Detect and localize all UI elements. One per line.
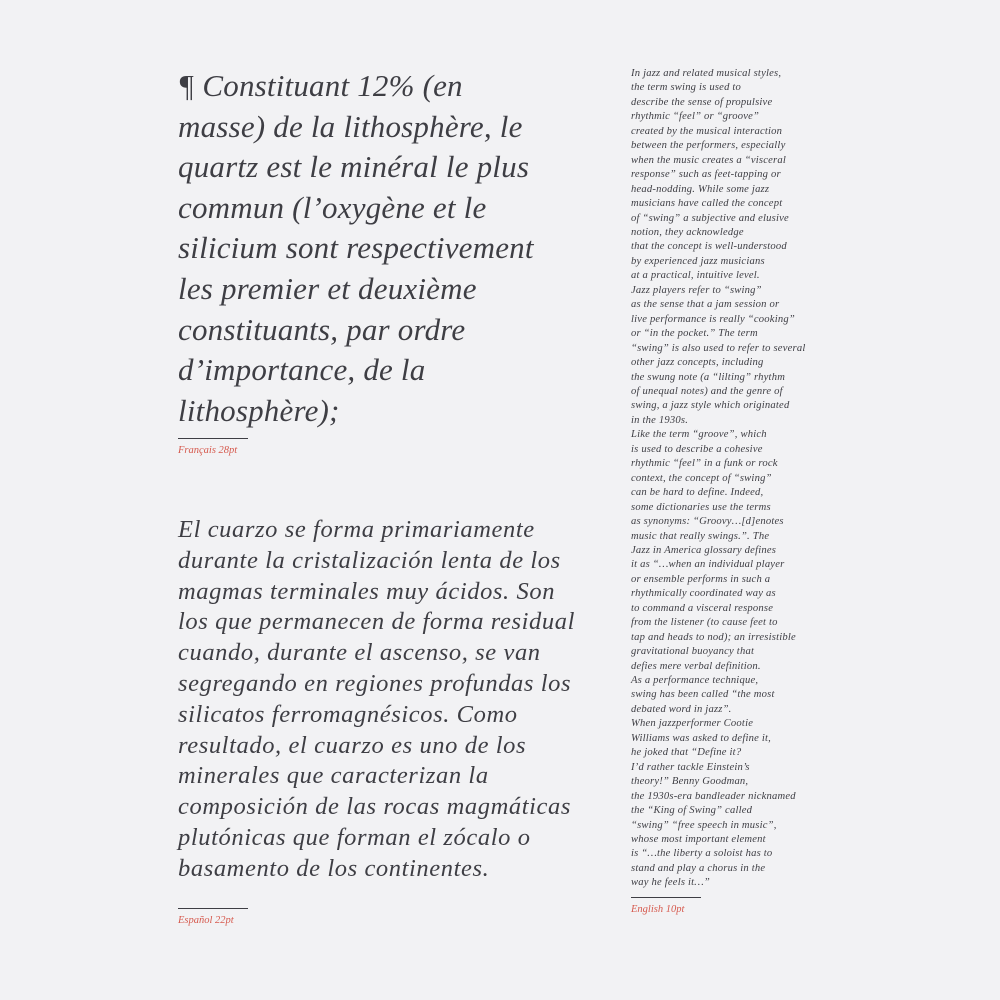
text-line: context, the concept of “swing” [631, 472, 772, 484]
text-line: from the listener (to cause feet to [631, 617, 778, 629]
text-line: defies mere verbal definition. [631, 660, 761, 672]
text-line: at a practical, intuitive level. [631, 270, 760, 282]
text-line: the 1930s-era bandleader nicknamed [631, 790, 796, 802]
text-line: between the performers, especially [631, 140, 786, 152]
text-line: musicians have called the concept [631, 198, 783, 210]
text-line: of unequal notes) and the genre of [631, 385, 783, 397]
text-line: theory!” Benny Goodman, [631, 776, 749, 788]
text-line: minerales que caracterizan la [178, 762, 489, 790]
text-line: commun (l’oxygène et le [178, 189, 487, 225]
text-line: the term swing is used to [631, 82, 742, 94]
text-line: to command a visceral response [631, 602, 774, 614]
text-line: rhythmic “feel” in a funk or rock [631, 458, 778, 470]
text-line: whose most important element [631, 834, 766, 846]
text-line: notion, they acknowledge [631, 226, 744, 238]
text-line: I’d rather tackle Einstein’s [631, 761, 750, 773]
text-line: debated word in jazz”. [631, 703, 732, 715]
text-line: magmas terminales muy ácidos. Son [178, 577, 556, 605]
text-line: when the music creates a “visceral [631, 154, 786, 166]
text-line: resultado, el cuarzo es uno de los [178, 731, 527, 759]
text-line: response” such as feet-tapping or [631, 169, 781, 181]
text-line: los que permanecen de forma residual [178, 608, 575, 636]
text-line: As a performance technique, [631, 675, 759, 687]
french-paragraph [178, 66, 598, 431]
text-line: swing has been called “the most [631, 689, 775, 701]
french-caption: Français 28pt [178, 438, 248, 456]
text-line: “swing” is also used to refer to several [631, 342, 806, 354]
text-line: rhythmic “feel” or “groove” [631, 111, 760, 123]
text-line: he joked that “Define it? [631, 747, 742, 759]
text-line: can be hard to define. Indeed, [631, 487, 764, 499]
text-line: In jazz and related musical styles, [631, 68, 782, 79]
text-line: by experienced jazz musicians [631, 255, 765, 267]
text-line: Jazz players refer to “swing” [631, 284, 762, 296]
text-line: tap and heads to nod); an irresistible [631, 631, 796, 643]
text-line: or “in the pocket.” The term [631, 328, 758, 340]
text-line: describe the sense of propulsive [631, 96, 773, 108]
text-line: masse) de la lithosphère, le [178, 108, 523, 144]
text-line: the “King of Swing” called [631, 805, 753, 817]
text-line: cuando, durante el ascenso, se van [178, 639, 541, 667]
text-line: silicium sont respectivement [178, 230, 534, 266]
text-line: is used to describe a cohesive [631, 443, 763, 455]
text-line: ¶ Constituant 12% (en [178, 68, 463, 103]
text-line: live performance is really “cooking” [631, 313, 795, 325]
text-line: head-nodding. While some jazz [631, 183, 770, 195]
text-line: as synonyms: “Groovy…[d]enotes [631, 516, 784, 528]
text-line: composición de las rocas magmáticas [178, 793, 571, 821]
text-line: it as “…when an individual player [631, 559, 785, 571]
text-line: “swing” “free speech in music”, [631, 819, 777, 831]
spanish-paragraph [178, 515, 608, 885]
text-line: some dictionaries use the terms [631, 501, 771, 513]
text-line: gravitational buoyancy that [631, 646, 755, 658]
text-line: basamento de los continentes. [178, 854, 490, 882]
text-line: d’importance, de la [178, 352, 426, 388]
text-line: is “…the liberty a soloist has to [631, 848, 773, 860]
text-line: plutónicas que forman el zócalo o [178, 823, 531, 851]
text-line: Like the term “groove”, which [631, 429, 767, 441]
text-line: other jazz concepts, including [631, 357, 764, 369]
text-line: in the 1930s. [631, 414, 689, 426]
text-line: El cuarzo se forma primariamente [178, 516, 535, 543]
text-line: of “swing” a subjective and elusive [631, 212, 789, 224]
text-line: created by the musical interaction [631, 125, 783, 137]
text-line: silicatos ferromagnésicos. Como [178, 700, 518, 728]
text-line: durante la cristalización lenta de los [178, 546, 561, 574]
text-line: swing, a jazz style which originated [631, 400, 790, 412]
text-line: constituants, par ordre [178, 311, 466, 347]
text-line: Williams was asked to define it, [631, 732, 771, 744]
text-line: lithosphère); [178, 392, 340, 428]
text-line: music that really swings.”. The [631, 530, 770, 542]
text-line: rhythmically coordinated way as [631, 588, 776, 600]
text-line: Jazz in America glossary defines [631, 544, 777, 556]
spanish-caption: Español 22pt [178, 908, 248, 926]
text-line: quartz est le minéral le plus [178, 149, 530, 185]
english-caption: English 10pt [631, 897, 701, 915]
text-line: segregando en regiones profundas los [178, 669, 572, 697]
text-line: way he feels it…” [631, 877, 711, 889]
english-paragraph [631, 67, 961, 891]
text-line: stand and play a chorus in the [631, 862, 766, 874]
text-line: that the concept is well-understood [631, 241, 787, 253]
text-line: les premier et deuxième [178, 270, 477, 306]
text-line: the swung note (a “lilting” rhythm [631, 371, 786, 383]
text-line: When jazzperformer Cootie [631, 718, 754, 730]
text-line: as the sense that a jam session or [631, 299, 780, 311]
text-line: or ensemble performs in such a [631, 573, 771, 585]
